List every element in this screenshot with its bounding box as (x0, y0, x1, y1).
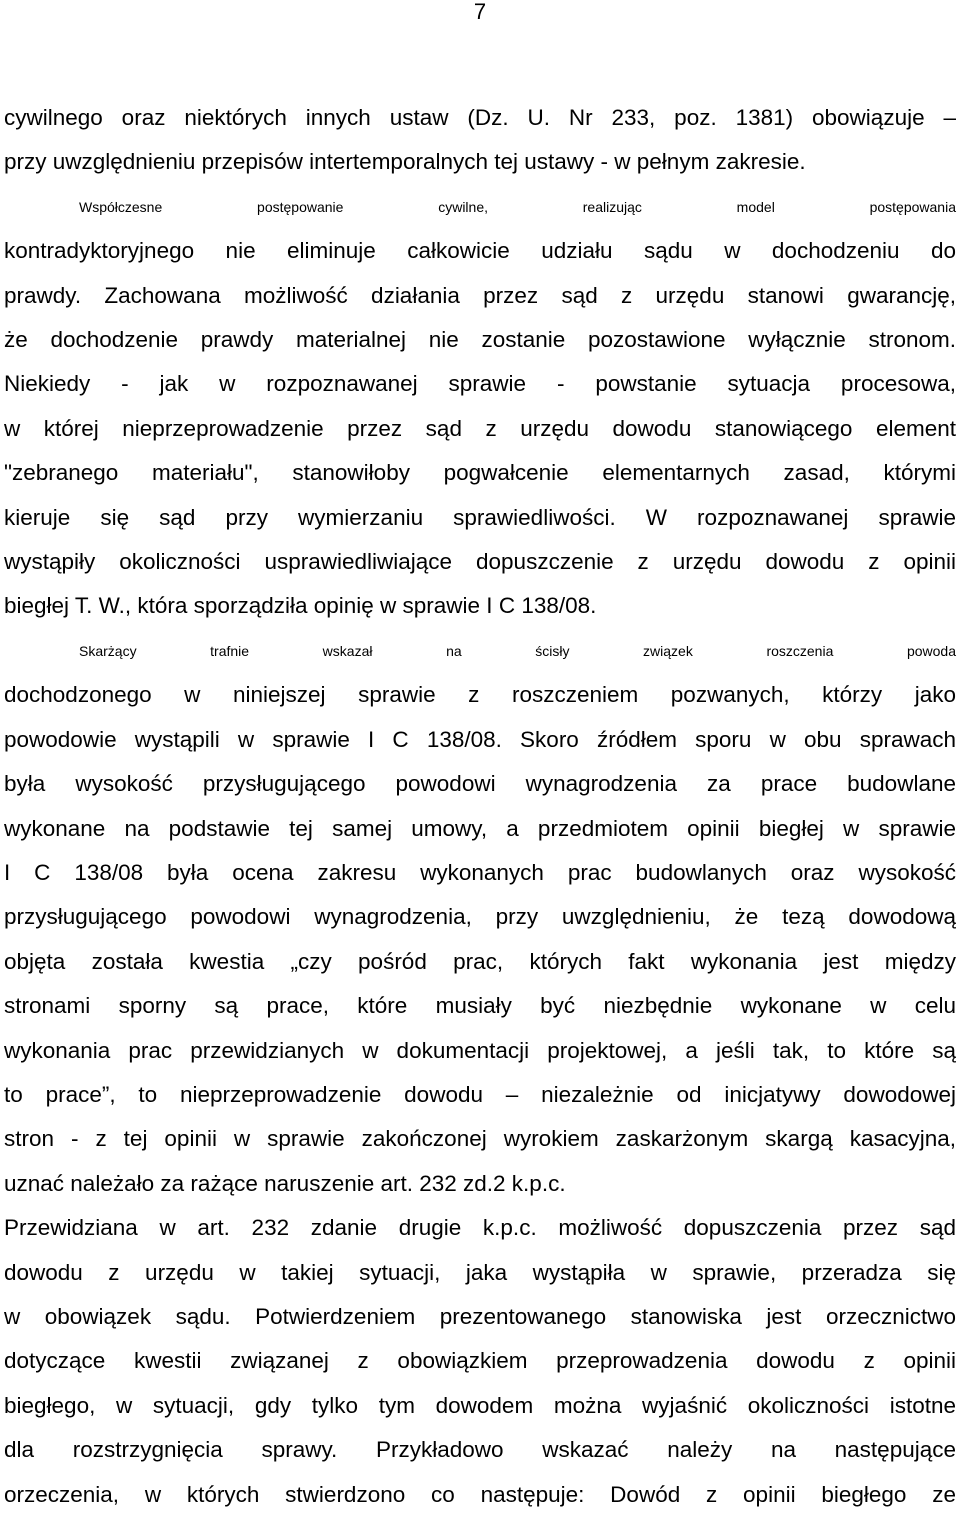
text-line: uznać należało za rażące naruszenie art. 232 zd.2 k.p.c. (4, 1170, 566, 1196)
text-line: to prace”, to nieprzeprowadzenie dowodu – niezależnie od inicjatywy dowodowej (4, 1081, 956, 1107)
text-line: była wysokość przysługującego powodowi wynagrodzenia za prace budowlane (4, 771, 956, 797)
text-line: Skarżący trafnie wskazał na ścisły związek roszczenia powoda (79, 642, 956, 659)
text-line: Przewidziana w art. 232 zdanie drugie k.p.c. możliwość dopuszczenia przez sąd (4, 1215, 956, 1241)
text-line: przy uwzględnieniu przepisów intertemporalnych tej ustawy - w pełnym zakresie. (4, 149, 806, 175)
text-line: "zebranego materiału", stanowiłoby pogwałcenie elementarnych zasad, którymi (4, 460, 956, 486)
text-line: I C 138/08 była ocena zakresu wykonanych prac budowlanych oraz wysokość (4, 859, 956, 885)
text-line: że dochodzenie prawdy materialnej nie zostanie pozostawione wyłącznie stronom. (4, 327, 956, 353)
text-line: dotyczące kwestii związanej z obowiązkiem przeprowadzenia dowodu z opinii (4, 1348, 956, 1374)
text-line: wystąpiły okoliczności usprawiedliwiające dopuszczenie z urzędu dowodu z opinii (4, 549, 956, 575)
text-line: cywilnego oraz niektórych innych ustaw (Dz. U. Nr 233, poz. 1381) obowiązuje – (4, 105, 956, 130)
text-line: objęta została kwestia „czy pośród prac, których fakt wykonania jest między (4, 948, 956, 974)
text-line: kieruje się sąd przy wymierzaniu sprawiedliwości. W rozpoznawanej sprawie (4, 504, 956, 530)
text-line: powodowie wystąpili w sprawie I C 138/08. Skoro źródłem sporu w obu sprawach (4, 726, 956, 752)
document-body (4, 96, 956, 1517)
text-line: orzeczenia, w których stwierdzono co następuje: Dowód z opinii biegłego ze (4, 1481, 956, 1507)
text-line: w obowiązek sądu. Potwierdzeniem prezentowanego stanowiska jest orzecznictwo (4, 1303, 956, 1329)
text-line: wykonane na podstawie tej samej umowy, a przedmiotem opinii biegłej w sprawie (4, 815, 956, 841)
text-line: prawdy. Zachowana możliwość działania przez sąd z urzędu stanowi gwarancję, (4, 282, 956, 308)
text-line: Niekiedy - jak w rozpoznawanej sprawie - powstanie sytuacja procesowa, (4, 371, 956, 397)
text-line: kontradyktoryjnego nie eliminuje całkowicie udziału sądu w dochodzeniu do (4, 238, 956, 264)
text-line: dla rozstrzygnięcia sprawy. Przykładowo wskazać należy na następujące (4, 1437, 956, 1463)
text-line: dowodu z urzędu w takiej sytuacji, jaka wystąpiła w sprawie, przeradza się (4, 1259, 956, 1285)
text-line: Współczesne postępowanie cywilne, realizując model postępowania (79, 198, 956, 215)
text-line: dochodzonego w niniejszej sprawie z roszczeniem pozwanych, którzy jako (4, 682, 956, 708)
text-line: w której nieprzeprowadzenie przez sąd z urzędu dowodu stanowiącego element (4, 415, 956, 441)
text-line: biegłej T. W., która sporządziła opinię w sprawie I C 138/08. (4, 593, 597, 619)
text-line: stron - z tej opinii w sprawie zakończonej wyrokiem zaskarżonym skargą kasacyjna, (4, 1126, 956, 1152)
text-line: stronami sporny są prace, które musiały być niezbędnie wykonane w celu (4, 993, 956, 1019)
text-line: wykonania prac przewidzianych w dokumentacji projektowej, a jeśli tak, to które są (4, 1037, 956, 1063)
text-line: przysługującego powodowi wynagrodzenia, przy uwzględnieniu, że tezą dowodową (4, 904, 956, 930)
page-number: 7 (473, 0, 487, 24)
text-line: biegłego, w sytuacji, gdy tylko tym dowodem można wyjaśnić okoliczności istotne (4, 1392, 956, 1418)
